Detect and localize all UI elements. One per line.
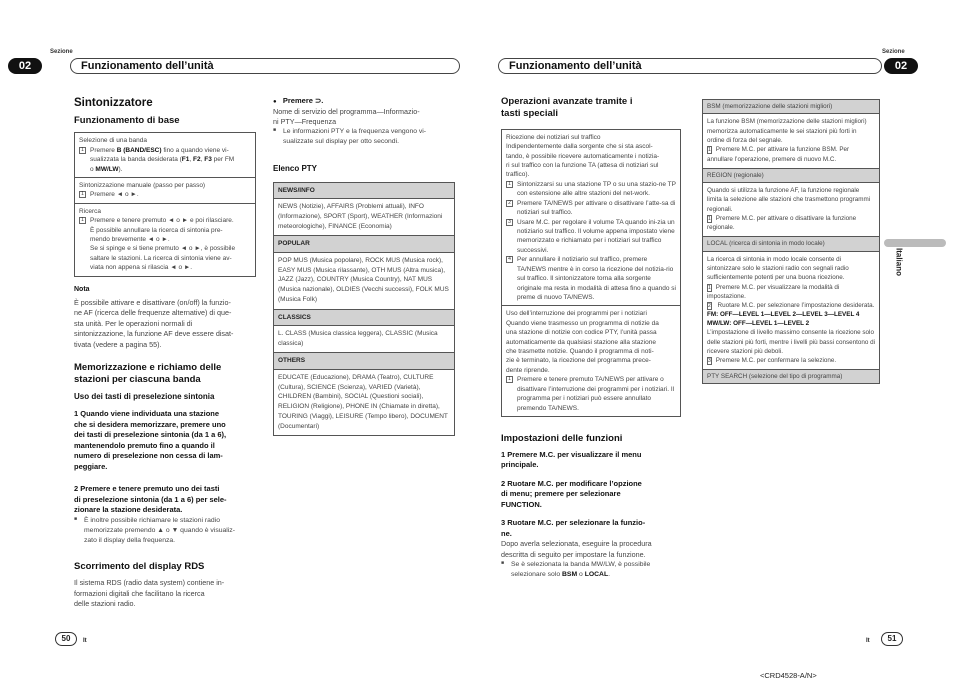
step-number: 1 [79, 147, 86, 154]
pty-category-header: OTHERS [274, 352, 454, 368]
bsm-body: La funzione BSM (memorizzazione delle stazioni migliori) memorizza automaticamente le sei stazioni più forti in ordine di forza del segnale. 1 Premere M.C. per attivare la funzione BSM. Per annullare l’operazione, premere di nuovo M.C. [703, 113, 879, 168]
manual-tuning-box [74, 178, 256, 204]
chapter-number-badge-left: 02 [8, 58, 42, 74]
page-number-left: 50 [55, 632, 77, 646]
news-interrupt-intro: Uso dell’interruzione dei programmi per i notiziari Quando viene trasmesso un programma di notizie da una stazione di notizie con codice PTY, l’unità passa automaticamente da qualsiasi stazione alla stazione che trasmette notizie. Quando il programma di noti- zie è terminato, la ricezione del programma prece- dente riprende. [506, 310, 659, 374]
pty-category-body: POP MUS (Musica popolare), ROCK MUS (Musica rock), EASY MUS (Musica rilassante), OTH MUS (Altra musica), JAZZ (Jazz), COUNTRY (Musica Country), NAT MUS (Musica nazionale), OLDIES (Vecchi successi), FOLK MUS (Musica Folk) [274, 252, 454, 309]
function-table [702, 99, 880, 384]
basic-operation-heading: Funzionamento di base [74, 115, 180, 127]
news-interrupt-step: 1 Premere e tenere premuto TA/NEWS per attivare o disattivare l’interruzione dei programmi per i notiziari. Il programma per i notiziari può essere annullato premendo TA/NEWS. [506, 375, 676, 413]
traffic-announcement-box [501, 129, 681, 307]
function-step-3: 3 Ruotare M.C. per selezionare la funzio- ne. [501, 518, 646, 538]
language-tab [884, 239, 946, 247]
pty-category-header: POPULAR [274, 235, 454, 251]
right-column-2 [702, 99, 880, 384]
ta-step: 1 Sintonizzarsi su una stazione TP o su una stazio-ne TP con estensione alle altre stazioni del net-work. [506, 180, 676, 199]
seek-box [74, 204, 256, 277]
pty-search-header: PTY SEARCH (selezione del tipo di programma) [703, 369, 879, 383]
function-band-note: ■ Se è selezionata la banda MW/LW, è possibile selezionare solo BSM o LOCAL. [501, 560, 681, 580]
display-step: ● Premere ⊃. [273, 96, 324, 105]
memory-note: ■ È inoltre possibile richiamare le stazioni radio memorizzate premendo ▲ o ▼ quando è visualiz- zato il display della frequenza. [74, 516, 256, 546]
rds-heading: Scorrimento del display RDS [74, 561, 205, 573]
left-column-2 [273, 96, 455, 436]
note-text: È possibile attivare e disattivare (on/off) la funzio- ne AF (ricerca delle frequenze alternative) di que- sta unità. Per le operazioni normali di sintonizzazione, la funzione AF deve essere disat- tivata (vedere a pagina 55). [74, 297, 234, 349]
function-step-1: 1 Premere M.C. per visualizzare il menu principale. [501, 449, 642, 470]
news-interrupt-box [501, 306, 681, 417]
memory-step-2: 2 Premere e tenere premuto uno dei tasti di preselezione sintonia (da 1 a 6) per sele- zionare la stazione desiderata. [74, 484, 227, 515]
ta-step: 3 Usare M.C. per regolare il volume TA quando ini-zia un notiziario sul traffico. Il volume appena impostato viene memorizzato e richiamato per i notiziari sul traffico successivi. [506, 218, 676, 256]
tuner-heading: Sintonizzatore [74, 97, 153, 109]
local-header: LOCAL (ricerca di sintonia in modo locale) [703, 236, 879, 250]
step-number: 1 [79, 191, 86, 198]
local-body: La ricerca di sintonia in modo locale consente di sintonizzare solo le stazioni radio con segnali radio sufficientemente potenti per una buona ricezione. 1 Premere M.C. per visualizzare la modalità di impostazione. 2 Ruotare M.C. per selezionare l’impostazione desiderata. FM: OFF—LEVEL 1—LEVEL 2—LEVEL 3—LEVEL 4 MW/LW: OFF—LEVEL 1—LEVEL 2 L’impostazione di livello massimo consente la ricezione solo delle stazioni più forti, mentre i livelli più bassi consentono di ricevere stazioni più deboli. 3 Premere M.C. per confermare la selezione. [703, 251, 879, 369]
bsm-header: BSM (memorizzazione delle stazioni migliori) [703, 100, 879, 113]
display-symbol-icon: ⊃ [315, 96, 322, 105]
function-settings-heading: Impostazioni delle funzioni [501, 432, 623, 444]
note-title: Nota [74, 285, 90, 293]
right-column-1 [501, 96, 681, 580]
band-select-step: Premere B (BAND/ESC) fino a quando viene vi- sualizzata la banda desiderata (F1, F2, F3 per FM o MW/LW). [90, 146, 235, 173]
seek-step: Premere e tenere premuto ◄ o ► e poi rilasciare. È possibile annullare la ricerca di sintonia pre- mendo brevemente ◄ o ►. Se si spinge e si tiene premuto ◄ o ►, è possibile saltare le stazioni. La ricerca di sintonia viene av- viata non appena si rilascia ◄ o ►. [90, 217, 236, 272]
display-note: ■ Le informazioni PTY e la frequenza vengono vi- sualizzate sul display per otto secondi. [273, 127, 455, 147]
band-select-title: Selezione di una banda [79, 137, 147, 145]
left-column-1 [74, 96, 256, 610]
region-body: Quando si utilizza la funzione AF, la funzione regionale limita la selezione alle stazioni che trasmettono programmi regionali. 1 Premere M.C. per attivare o disattivare la funzione regionale. [703, 182, 879, 237]
manual-tuning-step: Premere ◄ o ►. [90, 191, 139, 199]
region-header: REGION (regionale) [703, 168, 879, 182]
pty-category-body: EDUCATE (Educazione), DRAMA (Teatro), CULTURE (Cultura), SCIENCE (Scienza), VARIED (Varietà), CHILDREN (Bambini), SOCIAL (Questioni sociali), RELIGION (Religione), PHONE IN (Chiamate in diretta), TOURING (Viaggi), LEISURE (Tempo libero), DOCUMENT (Documentari) [274, 369, 454, 436]
traffic-intro: Ricezione dei notiziari sul traffico Indipendentemente dalla sorgente che si sta ascol- tando, è possibile ricevere automaticamente i notizia- ri sul traffico con la funzione TA (attesa di notiziari sul traffico). [506, 133, 660, 179]
chapter-title-left: Funzionamento dell’unità [70, 58, 460, 74]
special-keys-heading: Operazioni avanzate tramite i tasti speciali [501, 96, 633, 119]
section-label-left: Sezione [50, 49, 73, 55]
band-select-box [74, 132, 256, 178]
seek-title: Ricerca [79, 207, 102, 215]
manual-tuning-title: Sintonizzazione manuale (passo per passo) [79, 181, 206, 189]
section-label-right: Sezione [882, 49, 905, 55]
chapter-title-right: Funzionamento dell’unità [498, 58, 882, 74]
document-code: <CRD4528-A/N> [760, 671, 817, 680]
display-sequence: Nome di servizio del programma—Informazio- ni PTY—Frequenza [273, 106, 420, 126]
preset-keys-heading: Uso dei tasti di preselezione sintonia [74, 391, 215, 401]
language-code-right: It [866, 638, 870, 644]
function-procedure-text: Dopo averla selezionata, eseguire la procedura descritta di seguito per impostare la funzione. [501, 539, 652, 559]
pty-list-title: Elenco PTY [273, 164, 318, 174]
pty-table [273, 182, 455, 437]
memory-step-1: 1 Quando viene individuata una stazione che si desidera memorizzare, premere uno dei tasti di preselezione sintonia (da 1 a 6), mantenendolo premuto fino a quando il numero di preselezione non cessa di lam- peggiare. [74, 409, 227, 471]
pty-category-header: CLASSICS [274, 309, 454, 325]
basic-operation-box [74, 132, 256, 276]
pty-category-body: L. CLASS (Musica classica leggera), CLASSIC (Musica classica) [274, 325, 454, 353]
pty-category-body: NEWS (Notizie), AFFAIRS (Problemi attuali), INFO (Informazione), SPORT (Sport), WEATHER (Informazioni meteorologiche), FINANCE (Economia) [274, 198, 454, 235]
function-step-2: 2 Ruotare M.C. per modificare l’opzione di menu; premere per selezionare FUNCTION. [501, 478, 642, 509]
page-number-right: 51 [881, 632, 903, 646]
memory-heading: Memorizzazione e richiamo delle stazioni per ciascuna banda [74, 362, 222, 385]
ta-step: 4 Per annullare il notiziario sul traffico, premere TA/NEWS mentre è in corso la ricezione del notizia-rio sul traffico. Il sintonizzatore torna alla sorgente originale ma resta in modalità di attesa fino a quando si preme di nuovo TA/NEWS. [506, 255, 676, 302]
language-code-left: It [83, 638, 87, 644]
language-side-label: Italiano [894, 248, 904, 277]
rds-text: Il sistema RDS (radio data system) contiene in- formazioni digitali che facilitano la ricerca delle stazioni radio. [74, 578, 225, 609]
chapter-number-badge-right: 02 [884, 58, 918, 74]
ta-step: 2 Premere TA/NEWS per attivare o disattivare l’atte-sa di notiziari sul traffico. [506, 199, 676, 218]
step-number: 1 [79, 217, 86, 224]
pty-category-header: NEWS/INFO [274, 183, 454, 198]
